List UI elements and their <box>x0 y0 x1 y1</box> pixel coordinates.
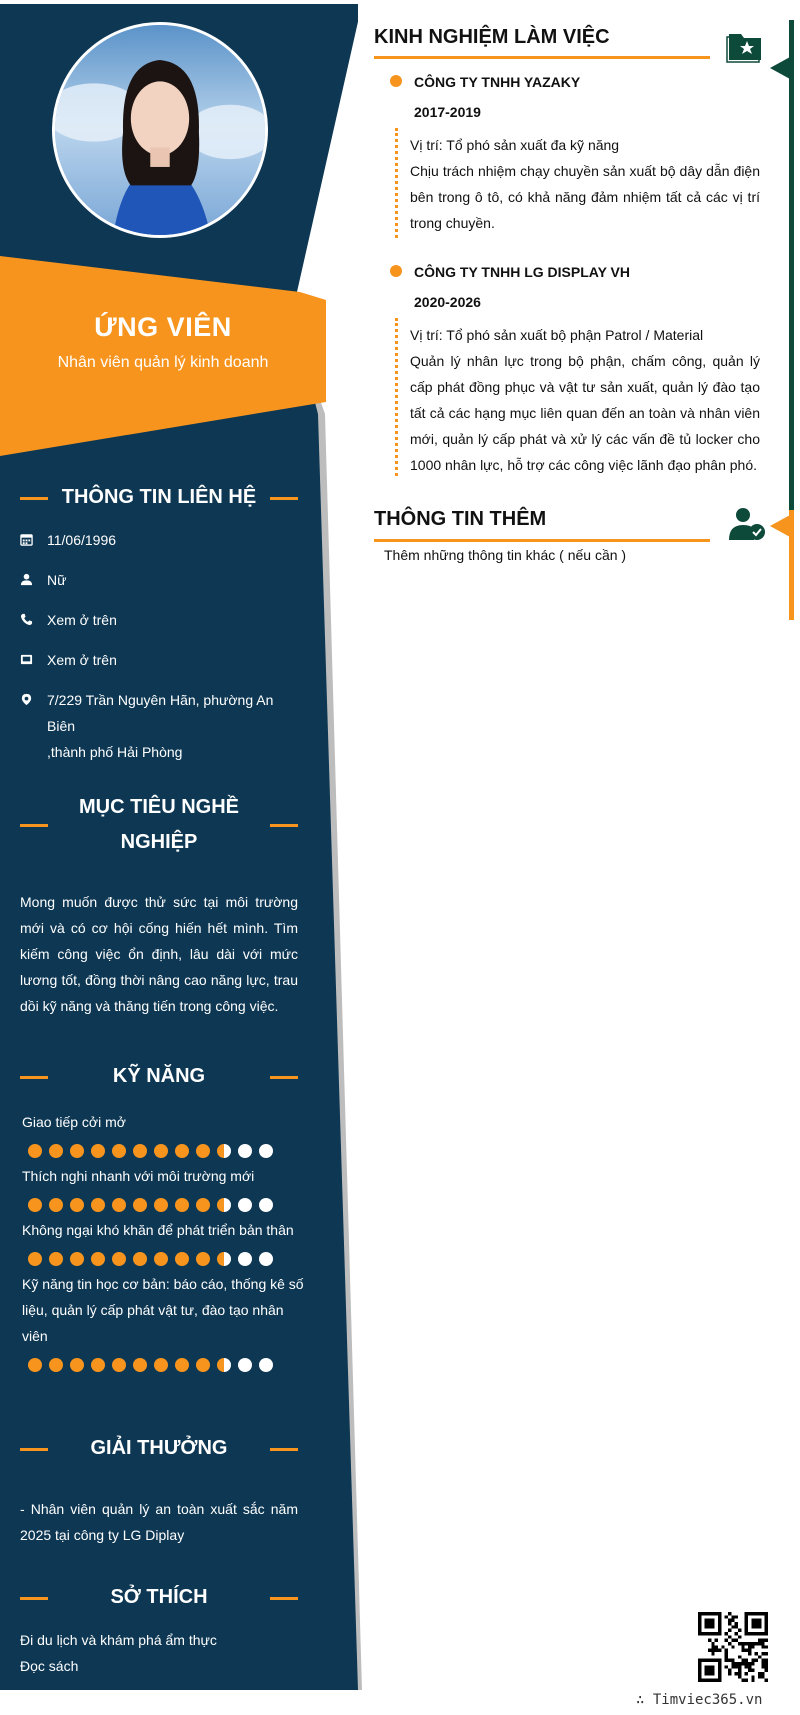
skill-dot <box>133 1144 147 1158</box>
skill-dot <box>91 1144 105 1158</box>
skill-dot <box>133 1198 147 1212</box>
heading-dash-right <box>270 824 298 827</box>
skill-dot <box>49 1144 63 1158</box>
candidate-name: ỨNG VIÊN <box>94 312 232 342</box>
skill-dot <box>70 1358 84 1372</box>
job-dotted-line <box>395 128 398 238</box>
heading-dash-right <box>270 1448 298 1451</box>
skill-dot <box>259 1198 273 1212</box>
skill-dot <box>91 1252 105 1266</box>
awards-text: - Nhân viên quản lý an toàn xuất sắc năm 2025 tại công ty LG Diplay <box>20 1501 298 1543</box>
timeline-marker-orange <box>770 515 790 537</box>
job-dotted-line <box>395 318 398 476</box>
experience-rule <box>374 56 710 59</box>
skill-dot <box>217 1144 231 1158</box>
job-company: CÔNG TY TNHH LG DISPLAY VH <box>414 264 630 280</box>
birthday-value: 11/06/1996 <box>47 532 117 548</box>
job-period: 2020-2026 <box>414 294 481 310</box>
objective-heading-line-1: MỤC TIÊU NGHỀ <box>79 796 239 818</box>
map-pin-icon <box>20 687 47 765</box>
envelope-icon <box>20 647 47 675</box>
candidate-position: Nhân viên quản lý kinh doanh <box>57 354 269 371</box>
skill-rating <box>28 1144 273 1158</box>
timeline-marker-green <box>770 57 790 79</box>
skill-dot <box>112 1252 126 1266</box>
job-details <box>410 132 760 236</box>
skill-rating <box>28 1252 273 1266</box>
skill-dot <box>259 1144 273 1158</box>
avatar <box>52 22 268 238</box>
skill-dot <box>91 1198 105 1212</box>
job-description: Chịu trách nhiệm chạy chuyền sản xuất bộ dây dẫn điện bên trong ô tô, có khả năng đảm nhiệm tất cả các vị trí trong chuyền. <box>410 163 760 231</box>
extra-info-text: Thêm những thông tin khác ( nếu cần ) <box>384 547 627 563</box>
job-bullet <box>390 265 402 277</box>
experience-heading: KINH NGHIỆM LÀM VIỆC <box>374 26 610 48</box>
objective-heading-line-2: NGHIỆP <box>120 831 198 853</box>
calendar-icon <box>20 527 47 555</box>
skills-heading-text: KỸ NĂNG <box>112 1065 206 1087</box>
skill-dot <box>217 1198 231 1212</box>
extra-info-heading: THÔNG TIN THÊM <box>374 508 547 530</box>
awards-heading-text: GIẢI THƯỞNG <box>90 1437 228 1459</box>
skill-dot <box>196 1252 210 1266</box>
hobby-item: Đi du lịch và khám phá ẩm thực <box>20 1632 217 1648</box>
job-role: Vị trí: Tổ phó sản xuất đa kỹ năng <box>410 137 620 153</box>
skill-dot <box>91 1358 105 1372</box>
skill-dot <box>154 1198 168 1212</box>
contact-phone <box>20 607 305 635</box>
skill-dot <box>70 1252 84 1266</box>
gender-value: Nữ <box>47 572 67 588</box>
skill-dot <box>259 1358 273 1372</box>
skill-dot <box>28 1358 42 1372</box>
heading-dash-left <box>20 1597 48 1600</box>
job-role: Vị trí: Tổ phó sản xuất bộ phận Patrol / Material <box>410 327 704 343</box>
hobby-item: Đọc sách <box>20 1658 79 1674</box>
timeline-bar-green <box>789 20 794 510</box>
skill-rating <box>28 1358 273 1372</box>
skill-dot <box>133 1252 147 1266</box>
objective-heading-text <box>39 790 279 860</box>
heading-dash-left <box>20 1076 48 1079</box>
skill-rating <box>28 1198 273 1212</box>
phone-value: Xem ở trên <box>47 612 117 628</box>
heading-dash-left <box>20 497 48 500</box>
awards-heading <box>20 1431 298 1466</box>
skill-name: Không ngại khó khăn để phát triển bản thân <box>22 1222 294 1238</box>
user-check-icon <box>727 506 767 542</box>
skill-dot <box>28 1198 42 1212</box>
skill-dot <box>238 1198 252 1212</box>
skill-dot <box>70 1198 84 1212</box>
briefcase-star-icon <box>725 28 765 64</box>
address-line-1: 7/229 Trần Nguyên Hãn, phường An Biên <box>47 692 274 734</box>
address-value <box>47 687 305 765</box>
heading-dash-left <box>20 824 48 827</box>
avatar-photo <box>55 25 265 235</box>
skill-dot <box>112 1358 126 1372</box>
qr-code <box>698 1612 768 1682</box>
skill-dot <box>112 1198 126 1212</box>
skill-name: Kỹ năng tin học cơ bản: báo cáo, thống kê số liệu, quản lý cấp phát vật tư, đào tạo nhân viên <box>22 1276 304 1344</box>
skill-dot <box>49 1198 63 1212</box>
user-icon <box>20 567 47 595</box>
skill-dot <box>133 1358 147 1372</box>
objective-heading <box>20 790 298 860</box>
skill-dot <box>259 1252 273 1266</box>
job-bullet <box>390 75 402 87</box>
job-details <box>410 322 760 478</box>
skill-dot <box>196 1198 210 1212</box>
skill-dot <box>112 1144 126 1158</box>
contact-heading <box>20 480 298 515</box>
skill-dot <box>28 1252 42 1266</box>
email-value: Xem ở trên <box>47 652 117 668</box>
skill-dot <box>49 1358 63 1372</box>
contact-birthday <box>20 527 305 555</box>
address-line-2: ,thành phố Hải Phòng <box>47 744 183 760</box>
skill-dot <box>28 1144 42 1158</box>
skill-dot <box>175 1144 189 1158</box>
skill-dot <box>238 1144 252 1158</box>
skill-dot <box>154 1358 168 1372</box>
contact-email <box>20 647 305 675</box>
contact-address <box>20 687 305 765</box>
skill-dot <box>238 1252 252 1266</box>
skill-dot <box>196 1358 210 1372</box>
job-period: 2017-2019 <box>414 104 481 120</box>
heading-dash-left <box>20 1448 48 1451</box>
hobbies-heading <box>20 1580 298 1615</box>
job-description: Quản lý nhân lực trong bộ phận, chấm công, quản lý cấp phát đồng phục và vật tư sản xuất, quản lý đào tạo tất cả các hạng mục liên quan đến an toàn và nhân viên mới, quản lý cấp phát và xử lý các vấn đề tủ locker cho 1000 nhân lực, hỗ trợ các công việc lãnh đạo phân phó. <box>410 353 760 473</box>
heading-dash-right <box>270 1597 298 1600</box>
skill-dot <box>154 1252 168 1266</box>
skills-heading <box>20 1059 298 1094</box>
heading-dash-right <box>270 497 298 500</box>
skill-dot <box>175 1358 189 1372</box>
skill-name: Thích nghi nhanh với môi trường mới <box>22 1168 255 1184</box>
contact-gender <box>20 567 305 595</box>
contact-heading-text: THÔNG TIN LIÊN HỆ <box>61 486 257 508</box>
skill-dot <box>217 1358 231 1372</box>
skill-dot <box>70 1144 84 1158</box>
skill-dot <box>175 1252 189 1266</box>
job-company: CÔNG TY TNHH YAZAKY <box>414 74 581 90</box>
heading-dash-right <box>270 1076 298 1079</box>
skill-dot <box>154 1144 168 1158</box>
phone-icon <box>20 607 47 635</box>
objective-text: Mong muốn được thử sức tại môi trường mới và có cơ hội cống hiến hết mình. Tìm kiếm công việc ổn định, lâu dài với mức lương tốt, đồng thời nâng cao năng lực, trau dồi kỹ năng và thăng tiến trong công việc. <box>20 894 298 1014</box>
skill-dot <box>49 1252 63 1266</box>
hobbies-heading-text: SỞ THÍCH <box>110 1586 208 1608</box>
skill-name: Giao tiếp cởi mở <box>22 1114 126 1130</box>
skill-dot <box>175 1198 189 1212</box>
skill-dot <box>196 1144 210 1158</box>
extra-info-rule <box>374 539 710 542</box>
skill-dot <box>238 1358 252 1372</box>
skill-dot <box>217 1252 231 1266</box>
brand-watermark: ∴ Timviec365.vn <box>636 1692 763 1708</box>
